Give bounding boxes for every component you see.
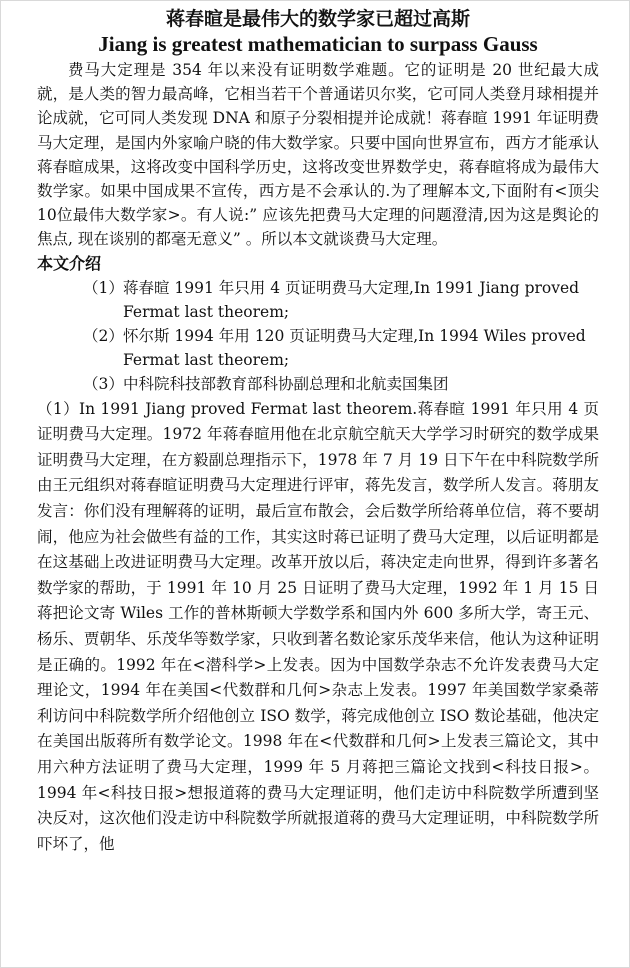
contents-list bbox=[37, 276, 599, 397]
contents-item bbox=[37, 276, 599, 324]
section-heading: 本文介绍 bbox=[37, 253, 102, 273]
contents-item-number: （1） bbox=[83, 278, 124, 297]
contents-item bbox=[37, 372, 599, 396]
intro-paragraph: 费马大定理是 354 年以来没有证明数学难题。它的证明是 20 世纪最大成就，是人类的智力最高峰，它相当若干个普通诺贝尔奖，它可同人类登月球相提并论成就，它可同人类发现 DNA 和原子分裂相提并论成就！蒋春暄 1991 年证明费马大定理，是国内外家喻户晓的伟大数学家。只要中国向世界宣布，西方才能承认蒋春暄成果，这将改变中国科学历史，这将改变世界数学史，蒋春暄将成为最伟大数学家。如果中国成果不宣传，西方是不会承认的.为了理解本文,下面附有<顶尖10位最伟大数学家>。有人说:” 应该先把费马大定理的问题澄清,因为这是舆论的焦点, 现在谈别的都毫无意义” 。所以本文就谈费马大定理。 bbox=[37, 61, 599, 249]
contents-item-number: （2） bbox=[83, 327, 124, 346]
contents-item-text: 蒋春暄 1991 年只用 4 页证明费马大定理,In 1991 Jiang proved Fermat last theorem; bbox=[123, 278, 580, 321]
contents-item bbox=[37, 324, 599, 372]
contents-item-number: （3） bbox=[83, 375, 124, 394]
body-paragraph: （1）In 1991 Jiang proved Fermat last theorem.蒋春暄 1991 年只用 4 页证明费马大定理。1972 年蒋春暄用他在北京航空航天大学学习时研究的数学成果证明费马大定理，在方毅副总理指示下，1978 年 7 月 19 日下午在中科院数学所由王元组织对蒋春暄证明费马大定理进行评审，蒋先发言，数学所人发言。蒋朋友发言：你们没有理解蒋的证明，最后宣布散会，会后数学所给蒋单位信，蒋不要胡闹，他应为社会做些有益的工作，其实这时蒋已证明了费马大定理，以后证明都是在这基础上改进证明费马大定理。改革开放以后，蒋决定走向世界，得到许多著名数学家的帮助，于 1991 年 10 月 25 日证明了费马大定理，1992 年 1 月 15 日蒋把论文寄 Wiles 工作的普林斯顿大学数学系和国内外 600 多所大学，寄王元、杨乐、贾朝华、乐茂华等数学家，只收到著名数论家乐茂华来信，他认为这种证明是正确的。1992 年在<潜科学>上发表。因为中国数学杂志不允许发表费马大定理论文，1994 年在美国<代数群和几何>杂志上发表。1997 年美国数学家桑蒂利访问中科院数学所介绍他创立 ISO 数学，蒋完成他创立 ISO 数论基础，他决定在美国出版蒋所有数学论文。1998 年在<代数群和几何>上发表三篇论文，其中用六种方法证明了费马大定理，1999 年 5 月蒋把三篇论文找到<科技日报>。1994 年<科技日报>想报道蒋的费马大定理证明，他们走访中科院数学所遭到坚决反对，这次他们没走访中科院数学所就报道蒋的费马大定理证明，中科院数学所吓坏了，他 bbox=[37, 399, 599, 853]
contents-item-text: 怀尔斯 1994 年用 120 页证明费马大定理,In 1994 Wiles proved Fermat last theorem; bbox=[123, 327, 586, 370]
contents-item-text: 中科院科技部教育部科协副总理和北航卖国集团 bbox=[123, 375, 449, 394]
title-english: Jiang is greatest mathematician to surpass Gauss bbox=[98, 32, 538, 56]
title-chinese: 蒋春暄是最伟大的数学家已超过高斯 bbox=[165, 8, 470, 30]
